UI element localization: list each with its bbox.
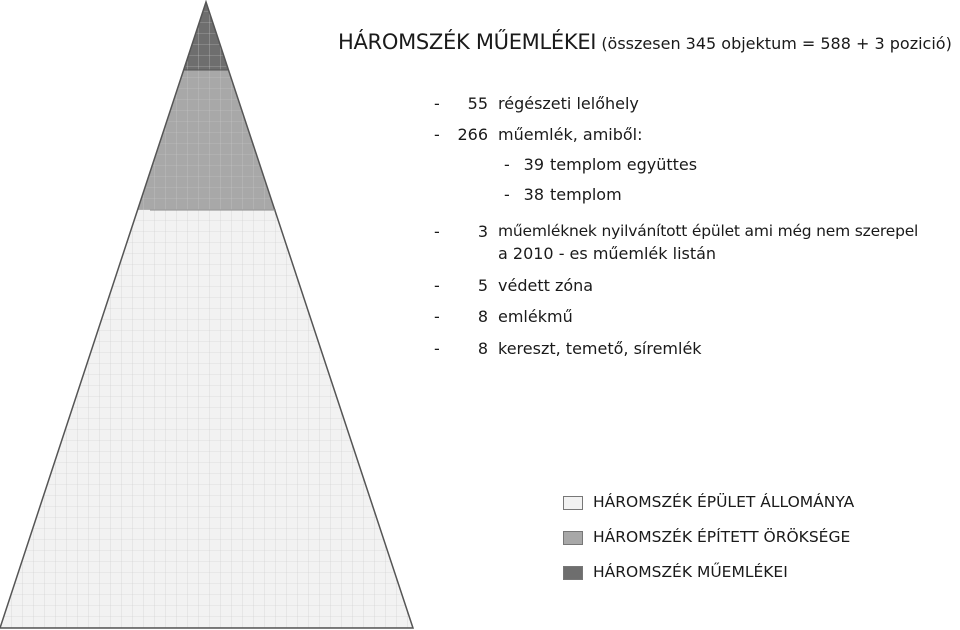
legend-swatch	[563, 566, 583, 580]
title-main: HÁROMSZÉK MŰEMLÉKEI	[338, 30, 597, 54]
title-subtitle: (összesen 345 objektum = 588 + 3 pozició)	[601, 34, 952, 53]
legend-swatch	[563, 531, 583, 545]
diagram-title	[338, 30, 952, 54]
legend-swatch	[563, 496, 583, 510]
pyramid-diagram	[0, 0, 420, 630]
